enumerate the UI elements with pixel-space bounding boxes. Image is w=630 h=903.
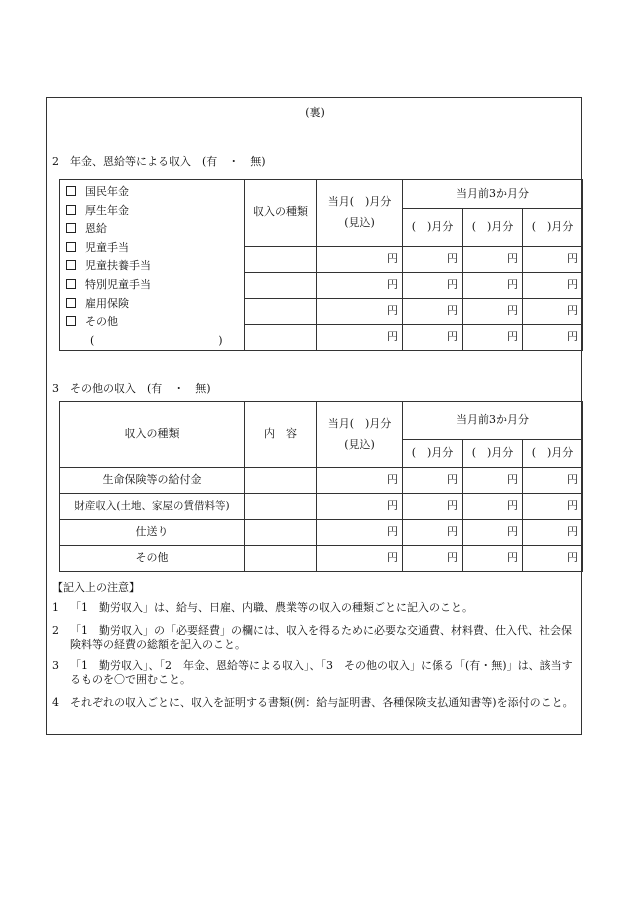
yen-cell[interactable]: 円 — [317, 325, 403, 351]
option-row[interactable] — [66, 257, 244, 276]
other-specify-field[interactable] — [66, 332, 244, 351]
option-row[interactable] — [66, 202, 244, 221]
yen-cell[interactable]: 円 — [403, 468, 463, 494]
content-input[interactable] — [245, 520, 317, 546]
option-row[interactable] — [66, 239, 244, 258]
note-item — [52, 624, 577, 652]
option-label: 児童扶養手当 — [85, 259, 151, 273]
note-item — [52, 696, 577, 710]
col-current-line1: 当月( )月分 — [327, 416, 392, 430]
row-label: その他 — [60, 546, 245, 572]
type-input[interactable] — [245, 325, 317, 351]
option-row[interactable] — [66, 313, 244, 332]
checkbox[interactable] — [66, 186, 76, 196]
pension-income-table — [59, 179, 583, 351]
yen-cell[interactable]: 円 — [403, 246, 463, 272]
yen-cell[interactable]: 円 — [523, 325, 583, 351]
col-current-month — [317, 180, 403, 247]
checkbox[interactable] — [66, 279, 76, 289]
note-number: 2 — [52, 624, 59, 637]
col-content: 内 容 — [245, 402, 317, 468]
notes-title: 【記入上の注意】 — [52, 581, 140, 594]
col-current-line2: (見込) — [344, 437, 375, 451]
yen-cell[interactable]: 円 — [317, 468, 403, 494]
option-row[interactable] — [66, 276, 244, 295]
col-current-line1: 当月( )月分 — [327, 195, 392, 209]
yen-cell[interactable]: 円 — [523, 298, 583, 324]
checkbox[interactable] — [66, 298, 76, 308]
yen-cell[interactable]: 円 — [523, 272, 583, 298]
content-input[interactable] — [245, 494, 317, 520]
option-label: 児童手当 — [85, 240, 129, 254]
section3-heading: 3 その他の収入 (有 ・ 無) — [52, 382, 211, 395]
type-input[interactable] — [245, 298, 317, 324]
option-row[interactable] — [66, 220, 244, 239]
note-number: 4 — [52, 696, 59, 709]
yen-cell[interactable]: 円 — [463, 272, 523, 298]
row-label: 生命保険等の給付金 — [60, 468, 245, 494]
yen-cell[interactable]: 円 — [523, 246, 583, 272]
col-income-type: 収入の種類 — [60, 402, 245, 468]
option-row[interactable] — [66, 183, 244, 202]
checkbox[interactable] — [66, 205, 76, 215]
option-label: その他 — [85, 315, 118, 329]
col-month: ( )月分 — [463, 209, 523, 246]
section2-heading: 2 年金、恩給等による収入 (有 ・ 無) — [52, 155, 266, 168]
yen-cell[interactable]: 円 — [317, 494, 403, 520]
note-text: 「1 勤労収入」の「必要経費」の欄には、収入を得るために必要な交通費、材料費、仕入代、社会保険料等の経費の総額を記入のこと。 — [70, 624, 572, 651]
col-prev3-months: 当月前3か月分 — [403, 402, 583, 440]
type-input[interactable] — [245, 246, 317, 272]
yen-cell[interactable]: 円 — [317, 246, 403, 272]
checkbox[interactable] — [66, 223, 76, 233]
yen-cell[interactable]: 円 — [463, 546, 523, 572]
checkbox[interactable] — [66, 242, 76, 252]
yen-cell[interactable]: 円 — [463, 468, 523, 494]
yen-cell[interactable]: 円 — [317, 520, 403, 546]
content-input[interactable] — [245, 468, 317, 494]
note-item — [52, 659, 577, 687]
yen-cell[interactable]: 円 — [463, 325, 523, 351]
checkbox[interactable] — [66, 316, 76, 326]
row-label: 仕送り — [60, 520, 245, 546]
other-income-table — [59, 401, 583, 572]
income-type-checklist — [60, 180, 245, 351]
yen-cell[interactable]: 円 — [317, 272, 403, 298]
col-month: ( )月分 — [523, 209, 583, 246]
paren-close: ) — [218, 333, 223, 347]
option-label: 国民年金 — [85, 185, 129, 198]
yen-cell[interactable]: 円 — [403, 546, 463, 572]
col-current-line2: (見込) — [344, 215, 375, 229]
yen-cell[interactable]: 円 — [523, 520, 583, 546]
note-number: 3 — [52, 659, 59, 672]
col-month: ( )月分 — [403, 209, 463, 246]
note-number: 1 — [52, 601, 59, 614]
col-income-type: 収入の種類 — [245, 180, 317, 247]
yen-cell[interactable]: 円 — [403, 494, 463, 520]
option-label: 特別児童手当 — [85, 277, 151, 291]
content-input[interactable] — [245, 546, 317, 572]
yen-cell[interactable]: 円 — [463, 298, 523, 324]
checkbox[interactable] — [66, 260, 76, 270]
type-input[interactable] — [245, 272, 317, 298]
note-text: それぞれの収入ごとに、収入を証明する書類(例：給与証明書、各種保険支払通知書等)を添付のこと。 — [70, 696, 574, 709]
yen-cell[interactable]: 円 — [403, 325, 463, 351]
option-row[interactable] — [66, 295, 244, 314]
note-text: 「1 勤労収入」、「2 年金、恩給等による収入」、「3 その他の収入」に係る「(有・無)」は、該当するものを〇で囲むこと。 — [70, 659, 573, 686]
yen-cell[interactable]: 円 — [317, 298, 403, 324]
col-prev3-months: 当月前3か月分 — [403, 180, 583, 209]
note-text: 「1 勤労収入」は、給与、日雇、内職、農業等の収入の種類ごとに記入のこと。 — [70, 601, 473, 614]
yen-cell[interactable]: 円 — [403, 272, 463, 298]
paren-open: ( — [90, 333, 95, 347]
yen-cell[interactable]: 円 — [403, 520, 463, 546]
yen-cell[interactable]: 円 — [523, 468, 583, 494]
yen-cell[interactable]: 円 — [463, 246, 523, 272]
yen-cell[interactable]: 円 — [463, 494, 523, 520]
yen-cell[interactable]: 円 — [523, 546, 583, 572]
option-label: 雇用保険 — [85, 296, 129, 310]
col-current-month — [317, 402, 403, 468]
note-item — [52, 601, 577, 615]
yen-cell[interactable]: 円 — [317, 546, 403, 572]
col-month: ( )月分 — [463, 440, 523, 468]
yen-cell[interactable]: 円 — [403, 298, 463, 324]
option-label: 恩給 — [85, 222, 107, 236]
yen-cell[interactable]: 円 — [463, 520, 523, 546]
row-label: 財産収入(土地、家屋の賃借料等) — [60, 494, 245, 520]
col-month: ( )月分 — [523, 440, 583, 468]
yen-cell[interactable]: 円 — [523, 494, 583, 520]
option-label: 厚生年金 — [85, 203, 129, 217]
page-label: (裏) — [305, 106, 325, 119]
col-month: ( )月分 — [403, 440, 463, 468]
